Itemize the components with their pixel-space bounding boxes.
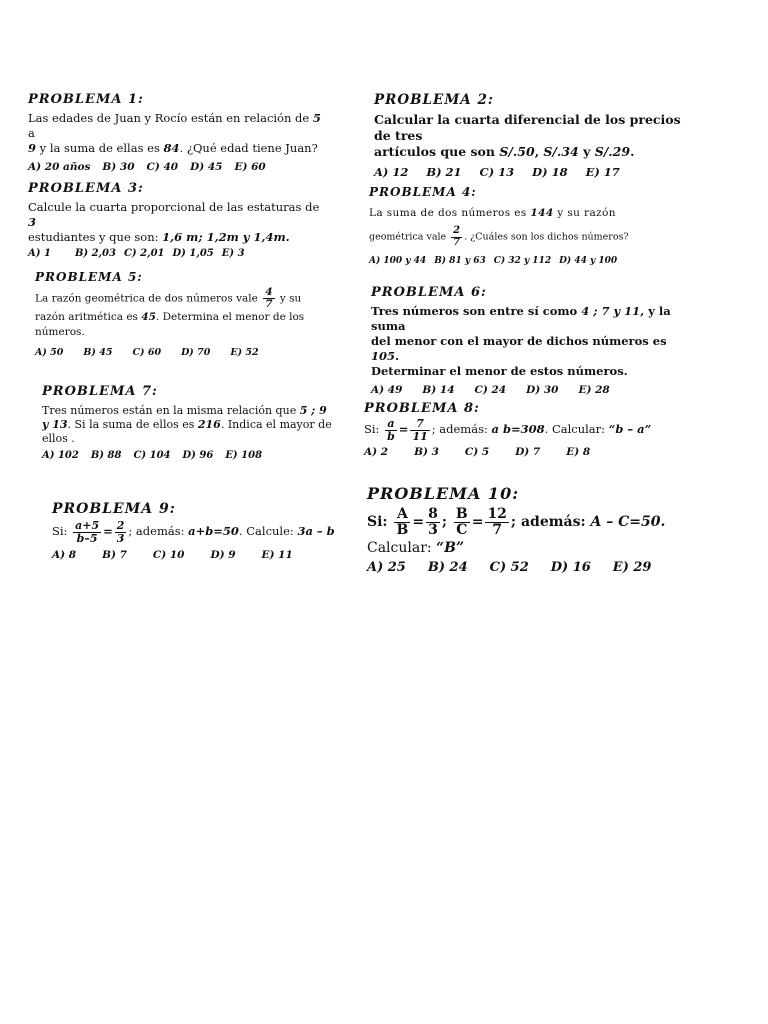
option-a: A) 100 y 44	[369, 256, 427, 266]
statement-text: Si:	[52, 524, 72, 539]
option-c: C) 40	[146, 161, 179, 173]
statement-text: Calcular:	[367, 540, 437, 557]
problem-2-options	[374, 164, 694, 180]
problem-9	[52, 502, 342, 563]
option-a: A) 49	[371, 384, 403, 396]
statement-text: Calcule la cuarta proporcional de las estaturas de	[28, 200, 320, 214]
problem-10-statement	[367, 507, 667, 537]
statement-text: y su	[276, 292, 302, 305]
option-d: D) 9	[210, 549, 236, 562]
option-e: E) 60	[234, 161, 266, 173]
statement-text: , y la suma	[371, 304, 671, 333]
option-d: D) 96	[182, 450, 214, 461]
fraction-numerator: 8	[428, 506, 438, 522]
problem-3-title: PROBLEMA 3:	[28, 181, 144, 196]
statement-text: ; además:	[128, 524, 189, 539]
option-c: C) 13	[479, 165, 515, 179]
statement-text: y su razón	[553, 207, 616, 219]
fraction-denominator: b	[387, 429, 395, 443]
problem-8-statement	[364, 418, 684, 442]
statement-text: Si:	[364, 422, 384, 437]
price-value: S/.50	[499, 144, 535, 159]
problem-7	[42, 385, 332, 463]
statement-text: La suma de dos números es	[369, 207, 531, 219]
option-b: B) 81 y 63	[434, 256, 486, 266]
option-b: B) 45	[83, 347, 113, 359]
option-b: B) 14	[422, 384, 455, 396]
statement-number: 3	[28, 215, 37, 229]
problem-5-statement	[35, 287, 325, 340]
statement-text: del menor con el mayor de dichos números es	[371, 334, 667, 348]
fraction	[426, 507, 440, 537]
statement-values: 1,6 m; 1,2m y 1,4m.	[162, 230, 290, 244]
option-c: C) 104	[133, 450, 171, 461]
statement-text: Determinar el menor de estos números.	[371, 364, 628, 378]
problem-10-title: PROBLEMA 10:	[367, 484, 520, 503]
option-b: B) 24	[427, 560, 468, 576]
statement-text: a	[28, 126, 35, 140]
statement-text: ,	[534, 144, 544, 159]
option-b: B) 88	[90, 450, 122, 461]
problem-1-title: PROBLEMA 1:	[28, 92, 144, 107]
problem-10-options	[367, 559, 667, 577]
option-e: E) 29	[612, 560, 652, 576]
fraction-denominator: 7	[453, 236, 461, 248]
statement-text: Si:	[367, 514, 393, 531]
problem-2-statement	[374, 112, 694, 160]
option-c: C) 52	[489, 560, 529, 576]
statement-expression: 3a – b	[297, 524, 335, 539]
statement-text: ;	[510, 514, 517, 531]
fraction-denominator: 7	[265, 298, 273, 311]
statement-text: . Si la suma de ellos es	[67, 418, 198, 431]
option-a: A) 50	[35, 347, 64, 359]
statement-text: Tres números están en la misma relación que	[42, 404, 300, 417]
equals-sign: =	[398, 422, 409, 437]
fraction-numerator: a+5	[75, 519, 100, 532]
statement-number: 9	[28, 141, 37, 155]
statement-text: . Determina el menor de los	[155, 311, 305, 324]
fraction	[454, 507, 470, 537]
fraction-numerator: 7	[410, 418, 429, 431]
price-value: S/.34	[543, 144, 579, 159]
option-a: A) 12	[374, 165, 409, 179]
statement-number: 105	[371, 349, 396, 363]
fraction-denominator: C	[456, 521, 468, 538]
statement-text: . Indica el mayor de	[220, 418, 332, 431]
problem-2	[374, 92, 694, 180]
option-e: E) 108	[225, 450, 263, 461]
statement-number: 216	[197, 418, 221, 431]
fraction-denominator: 3	[428, 521, 438, 538]
option-a: A) 102	[42, 450, 79, 461]
problem-6-statement	[371, 304, 691, 379]
statement-text: La razón geométrica de dos números vale	[35, 292, 262, 305]
statement-expression: “B”	[436, 540, 465, 557]
problem-8-options	[364, 445, 684, 460]
problem-5-options	[35, 345, 325, 360]
statement-text: razón aritmética es	[35, 311, 142, 324]
problem-6-title: PROBLEMA 6:	[371, 285, 487, 300]
statement-text: . ¿Qué edad tiene Juan?	[179, 141, 318, 155]
option-c: C) 5	[464, 446, 490, 459]
problem-3-options	[28, 246, 328, 261]
statement-text: ;	[441, 514, 447, 531]
statement-condition: a b=308	[491, 422, 545, 437]
fraction	[485, 507, 508, 537]
problem-9-title: PROBLEMA 9:	[52, 501, 176, 517]
fraction	[451, 226, 462, 248]
problem-10-calculate	[367, 539, 667, 557]
problem-6-options	[371, 383, 691, 398]
statement-number: 5	[312, 111, 321, 125]
problem-1-statement	[28, 111, 328, 156]
fraction-numerator: 2	[453, 225, 461, 236]
statement-text: . Calcular:	[544, 422, 609, 437]
statement-expression: “b – a”	[608, 422, 652, 437]
option-b: B) 2,03	[74, 248, 116, 259]
statement-text: . Calcule:	[238, 524, 298, 539]
problem-1-options	[28, 160, 328, 175]
equals-sign: =	[471, 514, 484, 531]
option-e: E) 17	[585, 165, 620, 179]
problem-2-title: PROBLEMA 2:	[374, 92, 494, 108]
option-c: C) 2,01	[123, 248, 165, 259]
statement-number: 45	[141, 311, 156, 324]
fraction-numerator: a	[385, 418, 397, 431]
fraction	[115, 520, 127, 544]
statement-text: ellos .	[42, 432, 75, 445]
fraction-numerator: 4	[265, 286, 273, 298]
statement-ratio: 5 ; 9	[299, 404, 327, 417]
statement-text: . ¿Cuáles son los dichos números?	[464, 231, 629, 243]
option-d: D) 30	[526, 384, 559, 396]
statement-text: Las edades de Juan y Rocío están en relación de	[28, 111, 313, 125]
option-d: D) 45	[190, 161, 223, 173]
option-a: A) 25	[367, 560, 406, 576]
problem-5	[35, 270, 325, 360]
fraction	[385, 418, 397, 442]
fraction-denominator: B	[396, 521, 409, 538]
option-c: C) 10	[152, 549, 185, 562]
fraction	[410, 418, 429, 442]
statement-text: y	[578, 144, 595, 159]
problem-3	[28, 181, 328, 261]
statement-condition: A – C=50.	[590, 514, 666, 531]
problem-10	[367, 485, 667, 577]
problem-7-statement	[42, 404, 332, 446]
problem-7-title: PROBLEMA 7:	[42, 384, 158, 399]
statement-number: 84	[163, 141, 180, 155]
problem-9-options	[52, 548, 342, 563]
problem-6	[371, 285, 691, 398]
fraction	[263, 287, 274, 310]
statement-text: además:	[516, 514, 591, 531]
problem-8-title: PROBLEMA 8:	[364, 401, 480, 416]
option-e: E) 11	[261, 549, 293, 562]
option-e: E) 28	[578, 384, 610, 396]
problem-4-title: PROBLEMA 4:	[369, 185, 477, 199]
option-e: E) 8	[566, 446, 591, 459]
problem-5-title: PROBLEMA 5:	[35, 270, 143, 284]
statement-text: geométrica vale	[369, 231, 450, 243]
fraction-numerator: 2	[116, 519, 125, 532]
fraction	[73, 520, 101, 544]
statement-number: 144	[530, 207, 554, 219]
fraction-numerator: A	[394, 507, 410, 523]
statement-text: artículos que son	[374, 144, 500, 159]
statement-text: ; además:	[431, 422, 492, 437]
problem-3-statement	[28, 200, 328, 245]
statement-ratio: y 13	[42, 418, 68, 431]
option-e: E) 52	[230, 347, 259, 359]
statement-text: .	[395, 349, 400, 363]
equals-sign: =	[103, 524, 113, 539]
option-b: B) 30	[102, 161, 135, 173]
option-d: D) 16	[550, 560, 591, 576]
statement-text: .	[630, 144, 635, 159]
option-d: D) 70	[181, 347, 211, 359]
problem-8	[364, 401, 684, 460]
option-b: B) 7	[102, 549, 127, 562]
statement-text: Tres números son entre sí como	[371, 304, 582, 318]
statement-text: estudiantes y que son:	[28, 230, 163, 244]
statement-text: y la suma de ellas es	[36, 141, 164, 155]
option-a: A) 20 años	[28, 161, 91, 173]
option-a: A) 1	[28, 248, 51, 259]
statement-ratio: 4 ; 7 y 11	[581, 304, 641, 318]
option-b: B) 21	[426, 165, 462, 179]
option-d: D) 18	[532, 165, 568, 179]
option-a: A) 2	[364, 446, 389, 459]
price-value: S/.29	[594, 144, 631, 159]
option-d: D) 7	[515, 446, 541, 459]
option-c: C) 32 y 112	[493, 256, 552, 266]
problem-4-statement-line-2	[369, 226, 669, 248]
statement-text: números.	[35, 326, 85, 339]
fraction-denominator: 7	[492, 521, 503, 538]
problem-9-statement	[52, 520, 342, 544]
statement-text: Calcular la cuarta diferencial de los precios de tres	[374, 112, 681, 143]
problem-1	[28, 92, 328, 175]
option-d: D) 44 y 100	[559, 256, 618, 266]
option-e: E) 3	[221, 248, 245, 259]
option-b: B) 3	[414, 446, 439, 459]
option-a: A) 8	[52, 549, 77, 562]
equals-sign: =	[412, 514, 425, 531]
option-d: D) 1,05	[172, 248, 214, 259]
fraction-numerator: B	[455, 506, 468, 522]
problem-4	[369, 185, 669, 269]
option-c: C) 24	[474, 384, 507, 396]
fraction-denominator: 11	[412, 429, 428, 443]
option-c: C) 60	[132, 347, 162, 359]
fraction	[394, 507, 410, 537]
fraction-numerator: 12	[487, 506, 507, 522]
fraction-denominator: b–5	[76, 531, 98, 545]
problem-4-options	[369, 254, 669, 269]
problem-7-options	[42, 449, 332, 463]
problem-4-statement	[369, 206, 669, 221]
statement-condition: a+b=50	[188, 524, 239, 539]
fraction-denominator: 3	[116, 531, 125, 545]
